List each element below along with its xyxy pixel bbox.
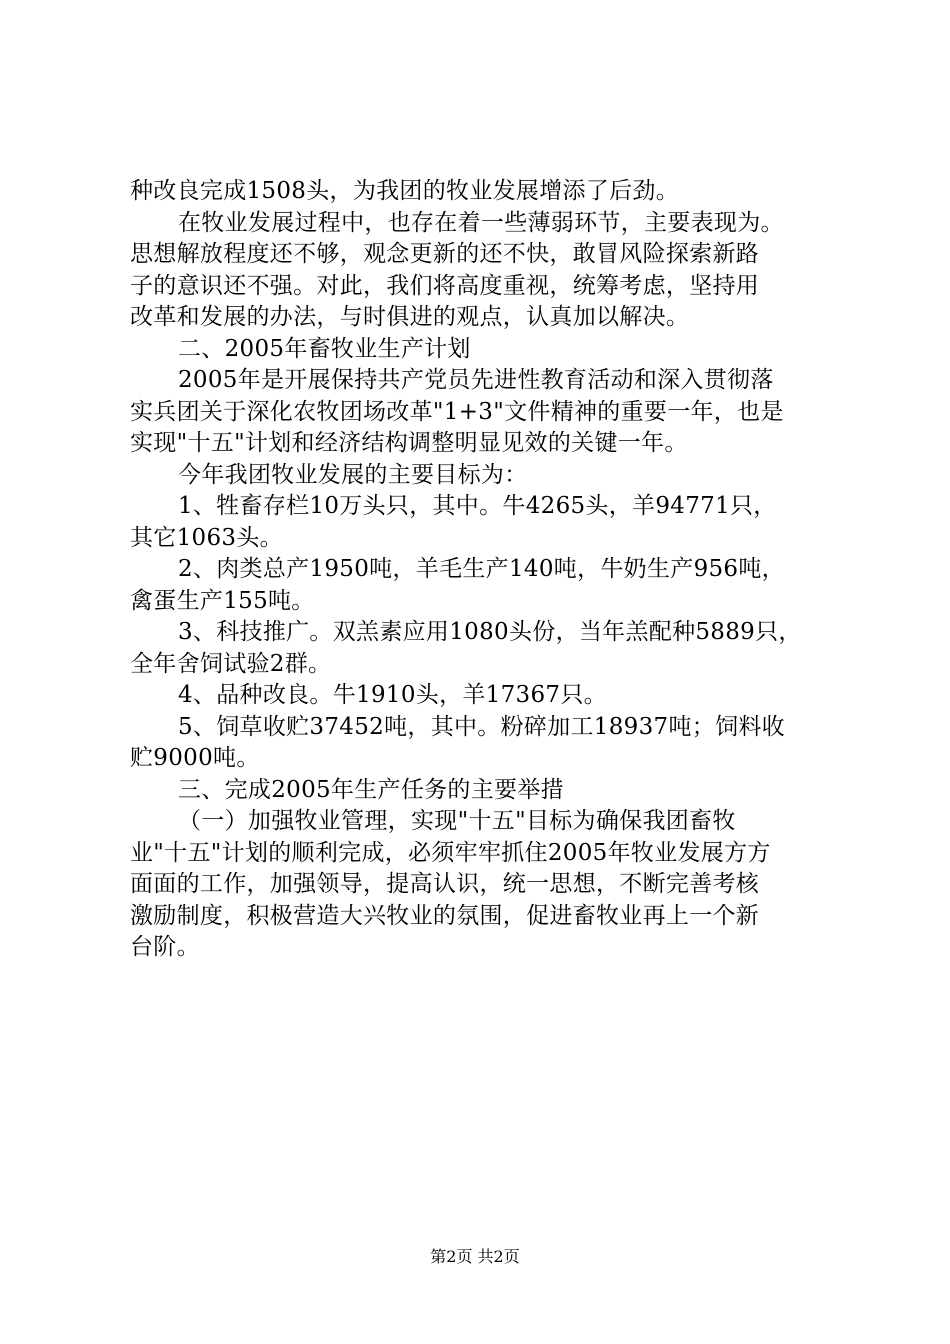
list-item-5: 5、饲草收贮37452吨，其中。粉碎加工18937吨；饲料收 <box>178 713 785 740</box>
text-line-23: 面面的工作，加强领导，提高认识，统一思想，不断完善考核 <box>130 871 760 897</box>
text-line-8: 实兵团关于深化农牧团场改革"1+3"文件精神的重要一年，也是 <box>130 398 784 425</box>
list-item-1: 1、牲畜存栏10万头只，其中。牛4265头，羊94771只， <box>178 493 777 519</box>
text-line-9: 实现"十五"计划和经济结构调整明显见效的关键一年。 <box>130 430 688 456</box>
list-item-3: 3、科技推广。双羔素应用1080头份，当年羔配种5889只， <box>178 619 802 645</box>
text-line-21: （一）加强牧业管理，实现"十五"目标为确保我团畜牧 <box>178 808 736 834</box>
text-line-5: 改革和发展的办法，与时俱进的观点，认真加以解决。 <box>130 304 690 330</box>
list-item-2-cont: 禽蛋生产155吨。 <box>130 587 315 614</box>
list-item-1-cont: 其它1063头。 <box>130 524 283 551</box>
section-heading-3: 三、完成2005年生产任务的主要举措 <box>178 776 564 803</box>
list-item-2: 2、肉类总产1950吨，羊毛生产140吨，牛奶生产956吨， <box>178 556 785 582</box>
text-line-2: 在牧业发展过程中，也存在着一些薄弱环节，主要表现为。 <box>178 209 784 236</box>
text-line-25: 台阶。 <box>130 934 200 960</box>
text-line-22: 业"十五"计划的顺利完成，必须牢牢抓住2005年牧业发展方方 <box>130 839 771 866</box>
list-item-3-cont: 全年舍饲试验2群。 <box>130 650 332 677</box>
text-line-7: 2005年是开展保持共产党员先进性教育活动和深入贯彻落 <box>178 367 774 393</box>
text-line-3: 思想解放程度还不够，观念更新的还不快，敢冒风险探索新路 <box>130 241 760 267</box>
text-line-10: 今年我团牧业发展的主要目标为： <box>178 461 528 488</box>
list-item-5-cont: 贮9000吨。 <box>130 745 260 771</box>
text-line-1: 种改良完成1508头，为我团的牧业发展增添了后劲。 <box>130 178 680 204</box>
section-heading-2: 二、2005年畜牧业生产计划 <box>178 335 471 362</box>
text-line-24: 激励制度，积极营造大兴牧业的氛围，促进畜牧业再上一个新 <box>130 902 760 929</box>
list-item-4: 4、品种改良。牛1910头，羊17367只。 <box>178 682 607 708</box>
page-footer: 第2页 共2页 <box>430 1247 520 1266</box>
document-body <box>130 176 830 964</box>
text-line-4: 子的意识还不强。对此，我们将高度重视，统筹考虑，坚持用 <box>130 272 760 299</box>
